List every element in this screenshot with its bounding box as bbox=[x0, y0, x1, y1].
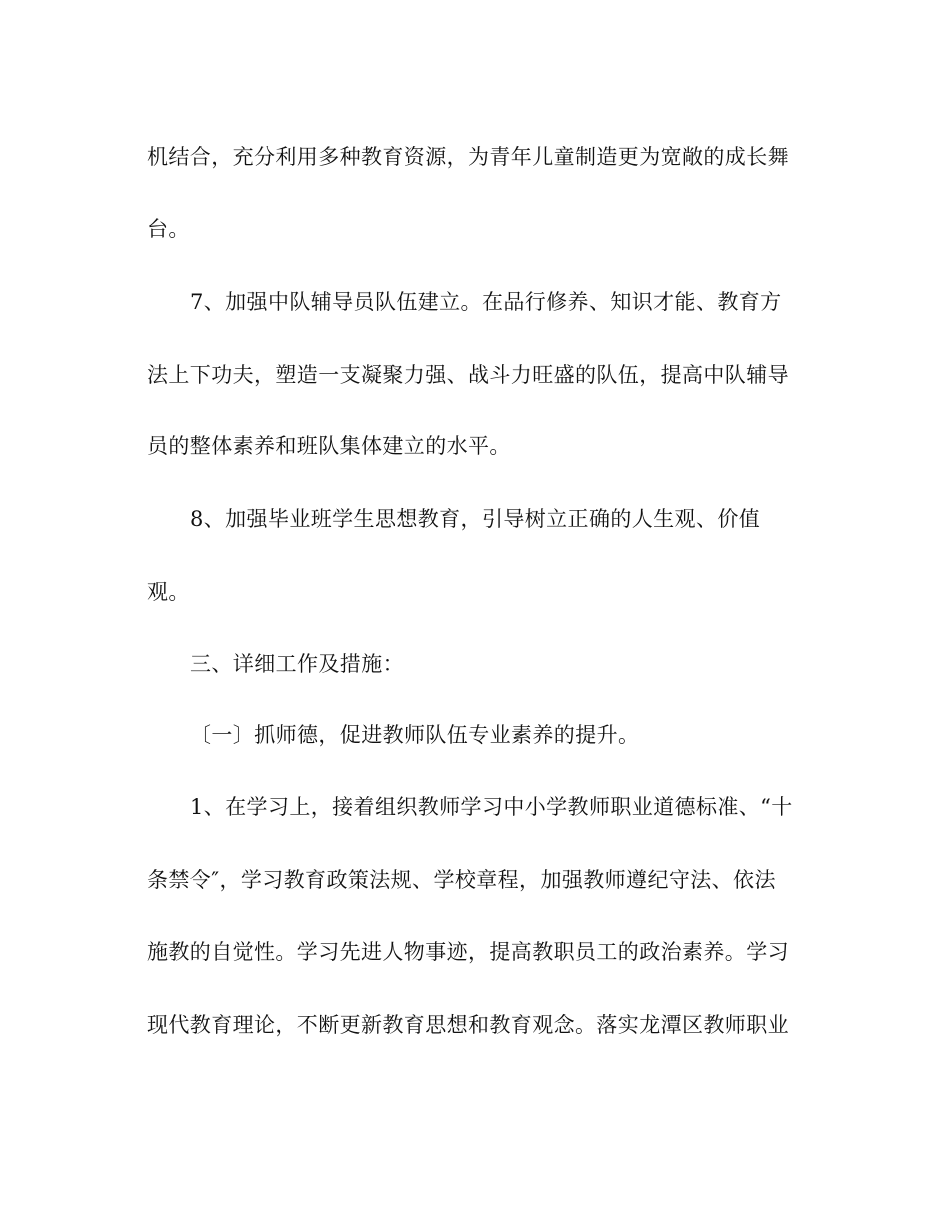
text-line: 机结合，充分利用多种教育资源，为青年儿童制造更为宽敞的成长舞 bbox=[147, 145, 789, 169]
text-line: 现代教育理论，不断更新教育思想和教育观念。落实龙潭区教师职业 bbox=[147, 1013, 789, 1037]
text-line: 施教的自觉性。学习先进人物事迹，提高教职员工的政治素养。学习 bbox=[147, 940, 789, 964]
text-line: 员的整体素养和班队集体建立的水平。 bbox=[147, 434, 511, 458]
subsection-heading: 〔一〕抓师德，促进教师队伍专业素养的提升。 bbox=[190, 723, 640, 747]
paragraph-7-start: 7、加强中队辅导员队伍建立。在品行修养、知识才能、教育方 bbox=[190, 290, 782, 314]
text-line: 条禁令″，学习教育政策法规、学校章程，加强教师遵纪守法、依法 bbox=[147, 868, 776, 892]
paragraph-1-start: 1、在学习上，接着组织教师学习中小学教师职业道德标准、“十 bbox=[190, 795, 793, 819]
paragraph-8-start: 8、加强毕业班学生思想教育，引导树立正确的人生观、价值 bbox=[190, 507, 761, 531]
text-line: 观。 bbox=[147, 580, 190, 604]
text-line: 法上下功夫，塑造一支凝聚力强、战斗力旺盛的队伍，提高中队辅导 bbox=[147, 363, 789, 387]
section-heading: 三、详细工作及措施： bbox=[190, 652, 404, 676]
text-line: 台。 bbox=[147, 217, 190, 241]
